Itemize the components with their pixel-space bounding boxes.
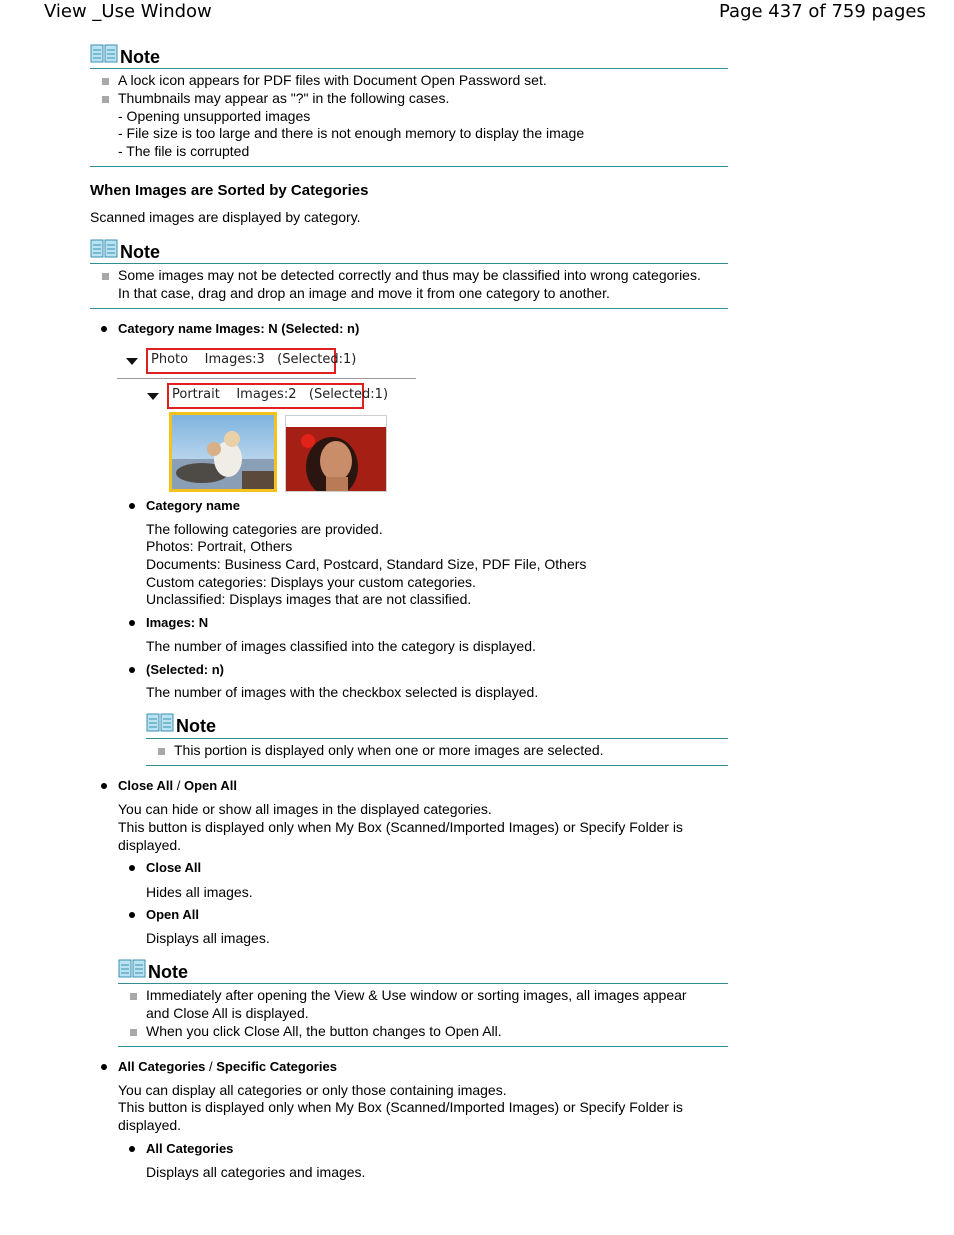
- body-line: This button is displayed only when My Box (Scanned/Imported Images) or Specify Folder is: [118, 1099, 683, 1115]
- note-item-continued: and Close All is displayed.: [146, 1005, 309, 1021]
- note-item: When you click Close All, the button changes to Open All.: [146, 1023, 502, 1039]
- note-rule-top: [118, 983, 728, 984]
- list-square-icon: [158, 748, 165, 755]
- page-counter: Page 437 of 759 pages: [719, 1, 926, 22]
- category-image-count: Images:2: [236, 387, 297, 402]
- note-item: Thumbnails may appear as "?" in the following cases.: [118, 90, 450, 106]
- sub-bullet-heading: Open All: [146, 907, 199, 922]
- note-subitem: - Opening unsupported images: [118, 108, 311, 124]
- body-line: Unclassified: Displays images that are not classified.: [146, 591, 472, 607]
- note-rule-bottom: [90, 166, 728, 167]
- thumbnail-selected[interactable]: [169, 412, 277, 492]
- note-rule-bottom: [118, 1046, 728, 1047]
- body-line: Hides all images.: [146, 884, 253, 900]
- bullet-dot: [129, 865, 135, 871]
- list-square-icon: [102, 273, 109, 280]
- body-line: Custom categories: Displays your custom categories.: [146, 574, 476, 590]
- close-all-label: Close All: [118, 778, 174, 793]
- bullet-dot: [101, 783, 107, 789]
- all-categories-label: All Categories: [118, 1059, 206, 1074]
- body-line: displayed.: [118, 1117, 182, 1133]
- section-text: Scanned images are displayed by category.: [90, 209, 361, 225]
- note-rule-top: [90, 263, 728, 264]
- bullet-dot: [101, 326, 107, 332]
- category-divider: [117, 378, 416, 379]
- note-heading: Note: [176, 716, 216, 736]
- body-line: The following categories are provided.: [146, 521, 383, 537]
- body-line: Displays all images.: [146, 930, 270, 946]
- bullet-dot: [129, 1146, 135, 1152]
- note-book-icon: [146, 713, 174, 733]
- list-square-icon: [130, 993, 137, 1000]
- bullet-dot: [129, 503, 135, 509]
- sub-bullet-heading: Category name: [146, 498, 240, 513]
- body-line: The number of images classified into the category is displayed.: [146, 638, 536, 654]
- body-line: Displays all categories and images.: [146, 1164, 366, 1180]
- photo-thumbnail-couple: [172, 415, 274, 489]
- section-heading: When Images are Sorted by Categories: [90, 182, 369, 199]
- note-item-continued: In that case, drag and drop an image and move it from one category to another.: [118, 285, 610, 301]
- category-header-photo[interactable]: [146, 348, 357, 374]
- open-all-label: Open All: [184, 778, 237, 793]
- note-book-icon: [90, 239, 118, 259]
- note-rule-bottom: [90, 308, 728, 309]
- list-square-icon: [102, 96, 109, 103]
- category-name: Photo: [151, 352, 189, 367]
- body-line: Documents: Business Card, Postcard, Standard Size, PDF File, Others: [146, 556, 587, 572]
- thumbnail[interactable]: [285, 415, 387, 492]
- body-line: The number of images with the checkbox selected is displayed.: [146, 684, 539, 700]
- specific-categories-label: Specific Categories: [216, 1059, 337, 1074]
- note-book-icon: [90, 44, 118, 64]
- category-name: Portrait: [172, 387, 220, 402]
- body-line: displayed.: [118, 837, 182, 853]
- sub-bullet-heading: (Selected: n): [146, 662, 225, 677]
- bullet-heading: Category name Images: N (Selected: n): [118, 321, 360, 336]
- header-title: View _Use Window: [44, 1, 212, 22]
- category-selected-count: (Selected:1): [308, 387, 389, 402]
- body-line: You can display all categories or only those containing images.: [118, 1082, 507, 1098]
- category-header-portrait[interactable]: [167, 383, 389, 409]
- note-heading: Note: [120, 47, 160, 67]
- note-item: Some images may not be detected correctly and thus may be classified into wrong categories.: [118, 267, 701, 283]
- heading-separator: /: [205, 1059, 217, 1074]
- category-image-count: Images:3: [204, 352, 265, 367]
- bullet-heading: [118, 777, 237, 795]
- photo-thumbnail-portrait: [286, 427, 386, 491]
- collapse-triangle-icon[interactable]: [126, 358, 138, 365]
- note-item: Immediately after opening the View & Use window or sorting images, all images appear: [146, 987, 687, 1003]
- bullet-heading: [118, 1058, 337, 1076]
- bullet-dot: [101, 1064, 107, 1070]
- body-line: You can hide or show all images in the displayed categories.: [118, 801, 492, 817]
- note-rule-top: [90, 68, 728, 69]
- note-heading: Note: [148, 962, 188, 982]
- category-selected-count: (Selected:1): [277, 352, 357, 367]
- sub-bullet-heading: Close All: [146, 860, 202, 875]
- note-subitem: - The file is corrupted: [118, 143, 250, 159]
- list-square-icon: [130, 1029, 137, 1036]
- note-item: This portion is displayed only when one or more images are selected.: [174, 742, 604, 758]
- note-rule-bottom: [146, 765, 728, 766]
- bullet-dot: [129, 667, 135, 673]
- note-subitem: - File size is too large and there is not enough memory to display the image: [118, 125, 585, 141]
- body-line: This button is displayed only when My Box (Scanned/Imported Images) or Specify Folder is: [118, 819, 683, 835]
- body-line: Photos: Portrait, Others: [146, 538, 293, 554]
- sub-bullet-heading: All Categories: [146, 1141, 234, 1156]
- note-rule-top: [146, 738, 728, 739]
- bullet-dot: [129, 620, 135, 626]
- note-heading: Note: [120, 242, 160, 262]
- collapse-triangle-icon[interactable]: [147, 393, 159, 400]
- list-square-icon: [102, 78, 109, 85]
- heading-separator: /: [173, 778, 184, 793]
- note-item: A lock icon appears for PDF files with Document Open Password set.: [118, 72, 547, 88]
- bullet-dot: [129, 912, 135, 918]
- note-book-icon: [118, 959, 146, 979]
- sub-bullet-heading: Images: N: [146, 615, 209, 630]
